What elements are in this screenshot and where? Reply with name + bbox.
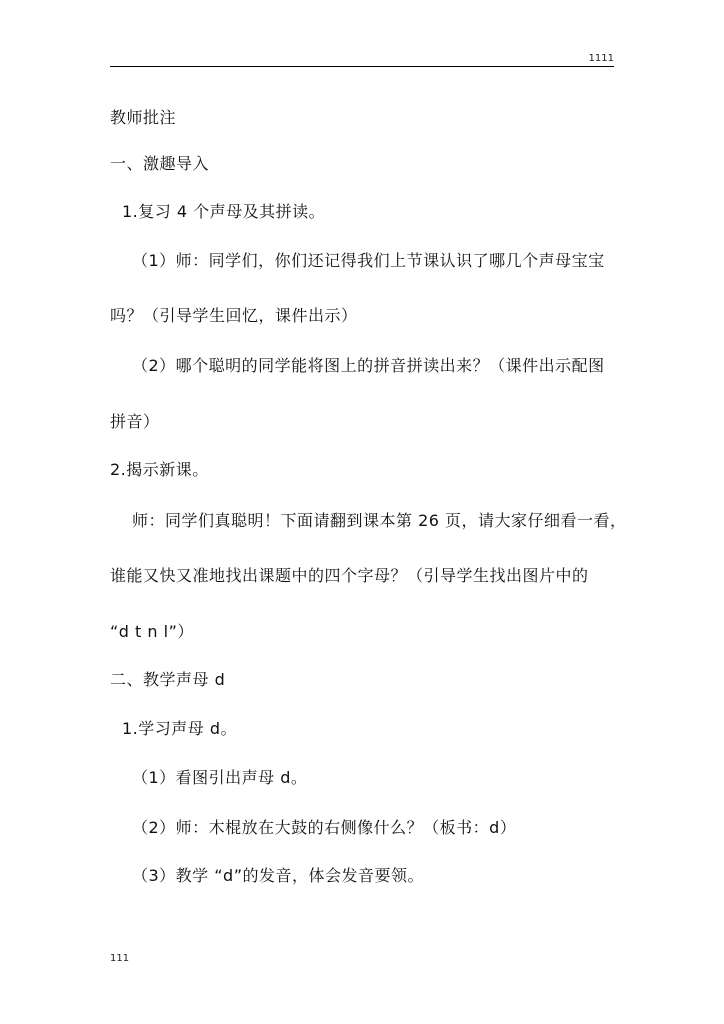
page-header-number: 1111 <box>588 53 614 64</box>
paragraph-line: 拼音） <box>110 412 160 431</box>
paragraph-line: 师：同学们真聪明！下面请翻到课本第 26 页，请大家仔细看一看， <box>132 511 627 530</box>
paragraph-line: （1）看图引出声母 d。 <box>132 768 308 787</box>
paragraph-line: 吗？（引导学生回忆，课件出示） <box>110 306 358 325</box>
paragraph-line: （2）哪个聪明的同学能将图上的拼音拼读出来？（课件出示配图 <box>132 356 605 375</box>
paragraph-line: （3）教学 “d”的发音，体会发音要领。 <box>132 866 425 885</box>
paragraph-line: “d t n l”） <box>110 622 194 641</box>
paragraph-line: （2）师：木棍放在大鼓的右侧像什么？（板书：d） <box>132 818 517 837</box>
section-label: 教师批注 <box>110 108 177 127</box>
paragraph-line: 谁能又快又准地找出课题中的四个字母？（引导学生找出图片中的 <box>110 566 589 585</box>
step-heading: 1.复习 4 个声母及其拼读。 <box>122 202 326 221</box>
page-footer-number: 111 <box>110 953 130 964</box>
header-rule <box>110 66 614 67</box>
step-heading: 1.学习声母 d。 <box>122 719 238 738</box>
section-heading: 二、教学声母 d <box>110 670 226 689</box>
step-heading: 2.揭示新课。 <box>110 460 209 479</box>
section-heading: 一、激趣导入 <box>110 154 210 173</box>
paragraph-line: （1）师：同学们，你们还记得我们上节课认识了哪几个声母宝宝 <box>132 251 605 270</box>
